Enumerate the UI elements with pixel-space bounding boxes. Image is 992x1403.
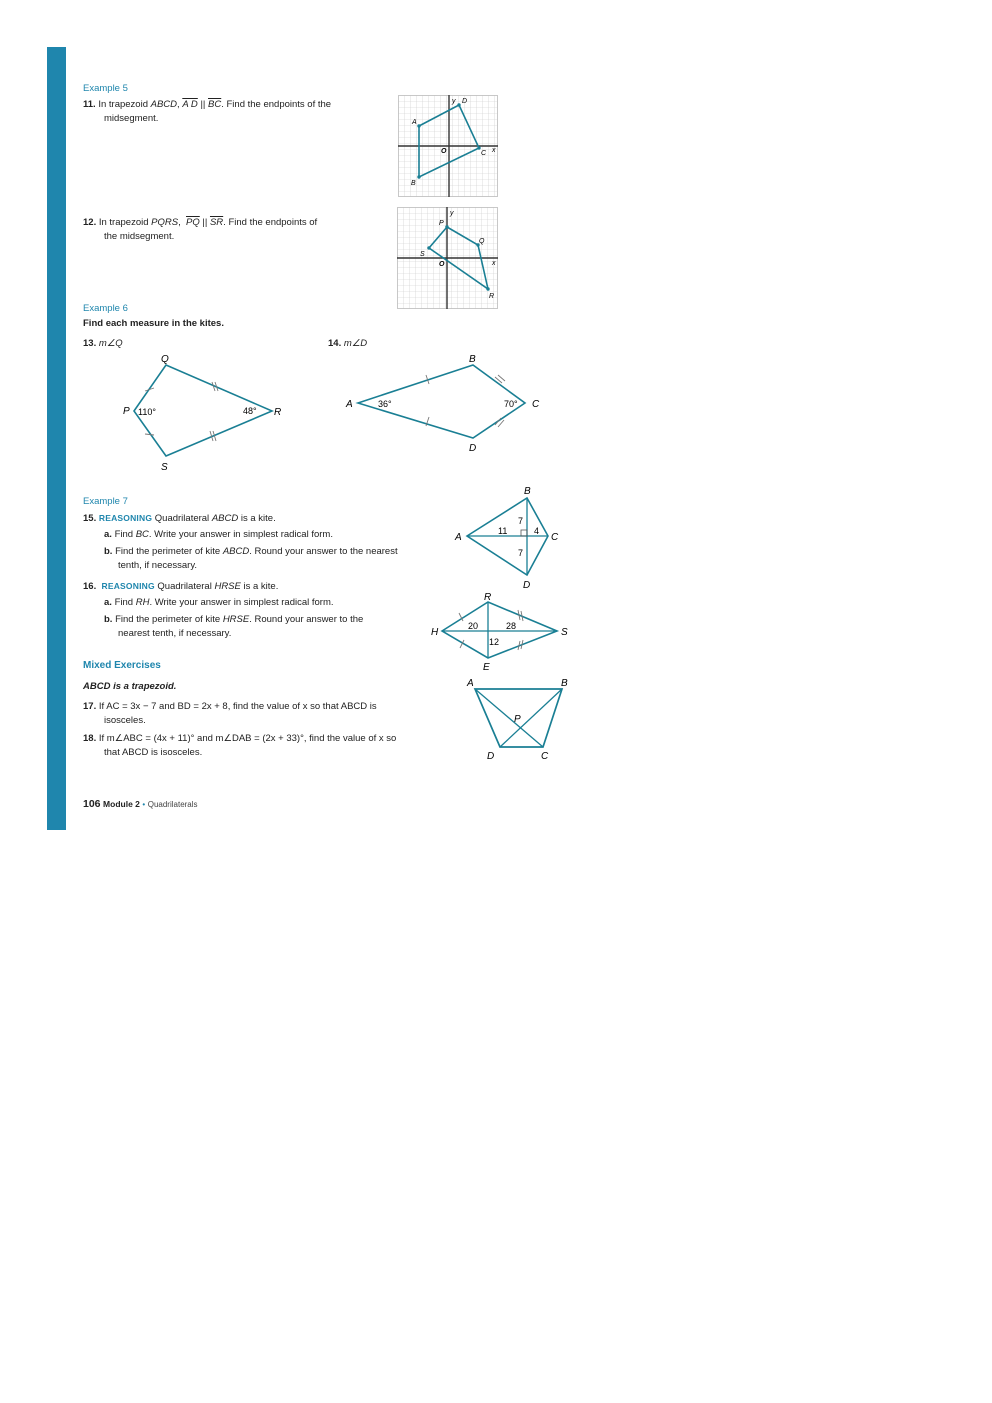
q15b-figure: ABCD (222, 546, 250, 557)
graph-11-x-label: x (492, 147, 496, 154)
q18-text: If m∠ABC = (4x + 11)° and m∠DAB = (2x + 33)°, find the value of x so (98, 733, 397, 744)
q15-figure: ABCD (211, 513, 239, 524)
kite-16-figure (428, 590, 574, 674)
q17-number: 17. (83, 701, 97, 712)
kite-15-figure (452, 484, 564, 592)
q12-number: 12. (83, 217, 97, 228)
question-16b (104, 613, 363, 627)
q16b-text-end: . Round your answer to the (249, 614, 364, 625)
graph-11-point-d (457, 103, 460, 106)
kite-pqrs-tick-ps (145, 434, 154, 435)
question-15 (83, 511, 276, 526)
kite-16-value-12: 12 (489, 637, 500, 647)
question-11 (83, 98, 331, 112)
q15-number: 15. (83, 513, 97, 524)
question-15b (104, 545, 398, 559)
q11-figure: ABCD (150, 99, 178, 110)
example-6-instruction: Find each measure in the kites. (83, 318, 224, 329)
question-17 (83, 700, 377, 714)
graph-12-point-r (486, 287, 489, 290)
q11-segment-ad: A D (182, 99, 198, 110)
kite-15-label-c: C (551, 532, 559, 543)
kite-abcd-label-b: B (469, 354, 476, 365)
q15a-segment: BC (135, 529, 149, 540)
graph-12-label-q: Q (479, 238, 485, 245)
kite-16-shape (442, 602, 557, 658)
kite-abcd-label-c: C (532, 399, 540, 410)
trapezoid-abcd-figure (462, 674, 576, 764)
q15a-label: a. (104, 529, 112, 540)
trapezoid-label-p: P (514, 714, 521, 725)
q16-number: 16. (83, 581, 97, 592)
kite-pqrs-label-p: P (123, 406, 130, 417)
trapezoid-label-b: B (561, 678, 568, 689)
q16a-text: Find (111, 597, 136, 608)
q11-segment-bc: $\overline{BC}$ (208, 99, 222, 110)
q11-comma: , (177, 99, 180, 110)
q16b-text: Find the perimeter of kite (112, 614, 223, 625)
kite-pqrs-figure (115, 348, 305, 476)
q16b-label: b. (104, 614, 113, 625)
graph-12-y-label: y (450, 210, 454, 217)
graph-12-label-r: R (489, 293, 495, 300)
graph-11-label-d: D (462, 98, 468, 105)
q14-label: m∠D (343, 338, 368, 349)
kite-pqrs-label-s: S (161, 462, 168, 473)
kite-16-value-28: 28 (506, 621, 517, 631)
question-18-line2: that ABCD is isosceles. (104, 747, 203, 758)
kite-16-label-s: S (561, 627, 568, 638)
graph-12-x-label: x (492, 260, 496, 267)
q12-segment-pq: $\overline{PQ}$ (186, 217, 200, 228)
kite-16-label-r: R (484, 592, 492, 603)
q18-number: 18. (83, 733, 97, 744)
q11-number: 11. (83, 99, 96, 110)
kite-16-label-e: E (483, 662, 490, 673)
kite-15-label-d: D (523, 580, 531, 591)
q15-keyword: REASONING (98, 513, 153, 523)
question-18 (83, 732, 396, 746)
q12-comma: , (178, 217, 181, 228)
q13-label: m∠Q (98, 338, 123, 349)
q16-text-end: is a kite. (240, 581, 279, 592)
page-sidebar-bar (47, 47, 66, 830)
graph-11-label-b: B (411, 180, 416, 187)
question-15b-line2: tenth, if necessary. (118, 560, 198, 571)
q12-figure: PQRS (151, 217, 179, 228)
question-11-line2: midsegment. (104, 113, 159, 124)
kite-15-right-angle-mark (521, 530, 527, 536)
kite-16-label-h: H (431, 627, 439, 638)
kite-abcd-label-d: D (469, 443, 477, 454)
graph-12-point-s (427, 246, 430, 249)
kite-15-label-b: B (524, 486, 531, 497)
trapezoid-label-a: A (467, 678, 474, 689)
kite-pqrs-angle-r: 48° (243, 406, 257, 416)
mixed-exercises-heading: Mixed Exercises (83, 660, 161, 671)
kite-15-value-7-top: 7 (518, 516, 524, 526)
graph-12-point-p (445, 225, 448, 228)
q16a-text-end: . Write your answer in simplest radical form. (149, 597, 334, 608)
graph-12 (397, 207, 498, 309)
question-17-line2: isosceles. (104, 715, 146, 726)
q13-number: 13. (83, 338, 97, 349)
q15a-text: Find (111, 529, 136, 540)
graph-11-y-label: y (452, 98, 456, 105)
q12-text: In trapezoid (98, 217, 152, 228)
page-number: 106 (83, 798, 101, 810)
trapezoid-label-c: C (541, 751, 549, 762)
kite-15-value-11: 11 (498, 526, 508, 536)
q15b-text: Find the perimeter of kite (112, 546, 223, 557)
example-6-heading: Example 6 (83, 303, 128, 314)
q15-text: Quadrilateral (152, 513, 212, 524)
q11-text: In trapezoid (98, 99, 151, 110)
kite-pqrs-angle-p: 110° (138, 407, 156, 417)
question-16a (104, 596, 334, 610)
graph-12-origin-label: O (439, 261, 445, 268)
graph-11-point-b (417, 175, 420, 178)
question-16b-line2: nearest tenth, if necessary. (118, 628, 232, 639)
kite-abcd-label-a: A (346, 399, 353, 410)
kite-pqrs-label-q: Q (161, 354, 169, 365)
footer-separator: • (142, 800, 146, 809)
q16a-segment: RH (135, 597, 150, 608)
graph-11-label-a: A (412, 119, 417, 126)
graph-11-label-c: C (481, 150, 487, 157)
question-16 (83, 579, 278, 594)
page-footer (83, 798, 198, 810)
q15b-label: b. (104, 546, 113, 557)
trapezoid-label-d: D (487, 751, 495, 762)
mixed-intro: ABCD is a trapezoid. (83, 681, 177, 692)
kite-pqrs-label-r: R (274, 407, 282, 418)
kite-abcd-figure (340, 348, 545, 456)
question-12-line2: the midsegment. (104, 231, 175, 242)
q12-text-end: . Find the endpoints of (223, 217, 318, 228)
q11-text-end: . Find the endpoints of the (221, 99, 332, 110)
q15a-text-end: . Write your answer in simplest radical form. (148, 529, 333, 540)
graph-11-origin-label: O (441, 148, 447, 155)
example-7-heading: Example 7 (83, 496, 128, 507)
question-12 (83, 216, 317, 230)
q17-text: If AC = 3x − 7 and BD = 2x + 8, find the value of x so that ABCD is (98, 701, 377, 712)
kite-abcd-angle-c: 70° (504, 399, 518, 409)
q16-text: Quadrilateral (154, 581, 215, 592)
q16-keyword: REASONING (101, 581, 155, 591)
q16-figure: HRSE (214, 581, 241, 592)
kite-15-label-a: A (455, 532, 462, 543)
footer-title: Quadrilaterals (147, 800, 198, 809)
kite-15-value-7-bottom: 7 (518, 548, 524, 558)
example-5-heading: Example 5 (83, 83, 128, 94)
q14-number: 14. (328, 338, 342, 349)
q15b-text-end: . Round your answer to the nearest (249, 546, 398, 557)
graph-12-label-s: S (420, 251, 425, 258)
question-15a (104, 528, 333, 542)
q15-text-end: is a kite. (238, 513, 276, 524)
kite-abcd-angle-a: 36° (378, 399, 392, 409)
graph-11 (398, 95, 498, 197)
q12-parallel: || (202, 217, 208, 228)
kite-16-value-20: 20 (468, 621, 479, 631)
q16b-figure: HRSE (222, 614, 250, 625)
q11-parallel: || (200, 99, 206, 110)
q12-segment-sr: $\overline{SR}$ (209, 217, 224, 228)
q16a-label: a. (104, 597, 112, 608)
kite-15-value-4: 4 (534, 526, 540, 536)
graph-11-point-a (417, 124, 420, 127)
footer-module: Module 2 (103, 799, 140, 809)
graph-12-label-p: P (439, 220, 444, 227)
